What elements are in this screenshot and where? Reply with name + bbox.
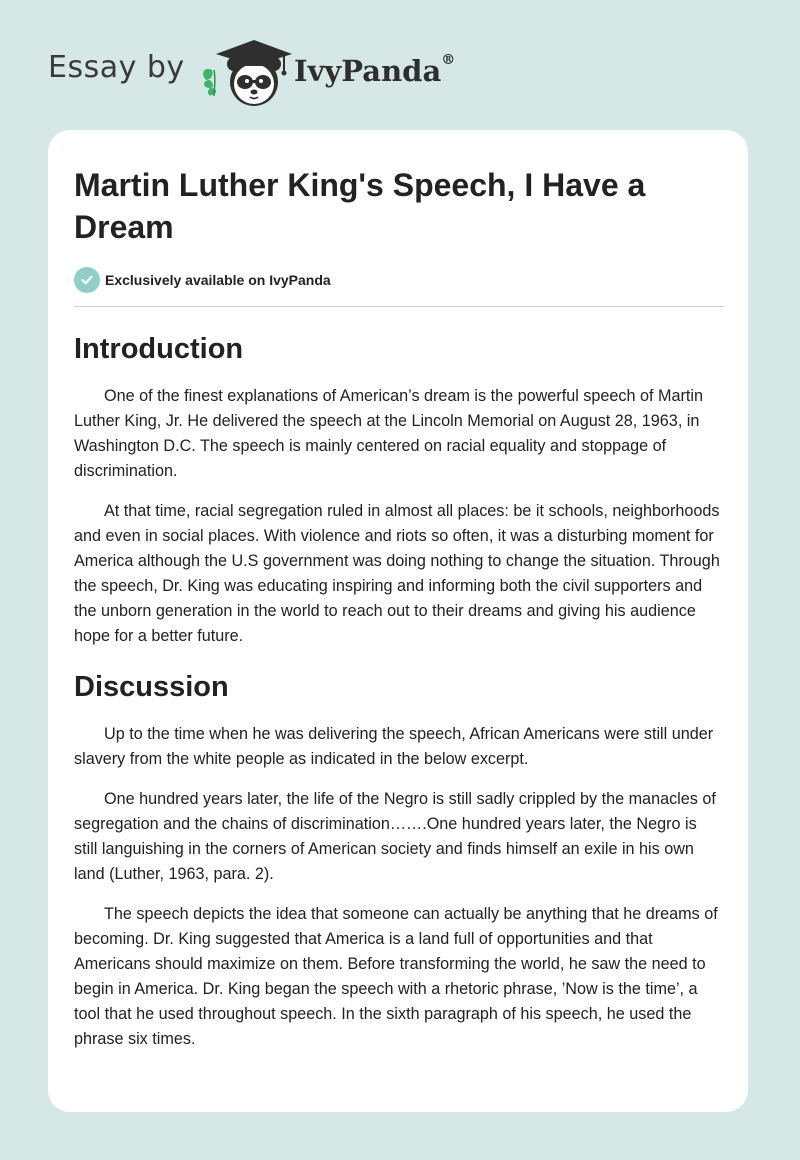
section-heading-discussion: Discussion	[74, 671, 229, 703]
essay-card	[48, 130, 748, 1112]
essay-title: Martin Luther King's Speech, I Have a Dream	[74, 167, 646, 245]
exclusive-badge	[74, 266, 724, 294]
paragraph: The speech depicts the idea that someone can actually be anything that he dreams of becoming. Dr. King suggested that America is a land full of opportunities and that Americans should maximize on them. Before transforming the world, he saw the need to begin in America. Dr. King began the speech with a rhetoric phrase, ’Now is the time’, a tool that he used throughout speech. In the sixth paragraph of his speech, he used the phrase six times.	[74, 905, 718, 1048]
exclusive-label: Exclusively available on IvyPanda	[105, 272, 331, 288]
site-header	[48, 36, 568, 106]
paragraph: At that time, racial segregation ruled in almost all places: be it schools, neighborhoods and even in social places. With violence and riots so often, it was a disturbing moment for America although the U.S government was doing nothing to change the situation. Through the speech, Dr. King was educating inspiring and informing both the civil supporters and the unborn generation in the world to reach out to their dreams and giving his audience hope for a better future.	[74, 502, 720, 645]
check-circle-icon	[74, 267, 100, 293]
quote-paragraph: One hundred years later, the life of the Negro is still sadly crippled by the manacles of segregation and the chains of discrimination…….One hundred years later, the Negro is still languishing in the corners of American society and finds himself an exile in his own land (Luther, 1963, para. 2).	[74, 790, 716, 883]
panda-graduate-icon[interactable]	[200, 36, 296, 110]
essay-by-label: Essay by	[48, 50, 185, 85]
brand-name[interactable]: IvyPanda®	[294, 52, 456, 88]
registered-mark: ®	[441, 52, 456, 68]
essay-content	[74, 164, 724, 1052]
paragraph: One of the finest explanations of American’s dream is the powerful speech of Martin Luther King, Jr. He delivered the speech at the Lincoln Memorial on August 28, 1963, in Washington D.C. The speech is mainly centered on racial equality and stoppage of discrimination.	[74, 387, 703, 480]
divider	[74, 306, 724, 307]
paragraph: Up to the time when he was delivering the speech, African Americans were still under slavery from the white people as indicated in the below excerpt.	[74, 725, 714, 768]
section-heading-introduction: Introduction	[74, 333, 244, 365]
